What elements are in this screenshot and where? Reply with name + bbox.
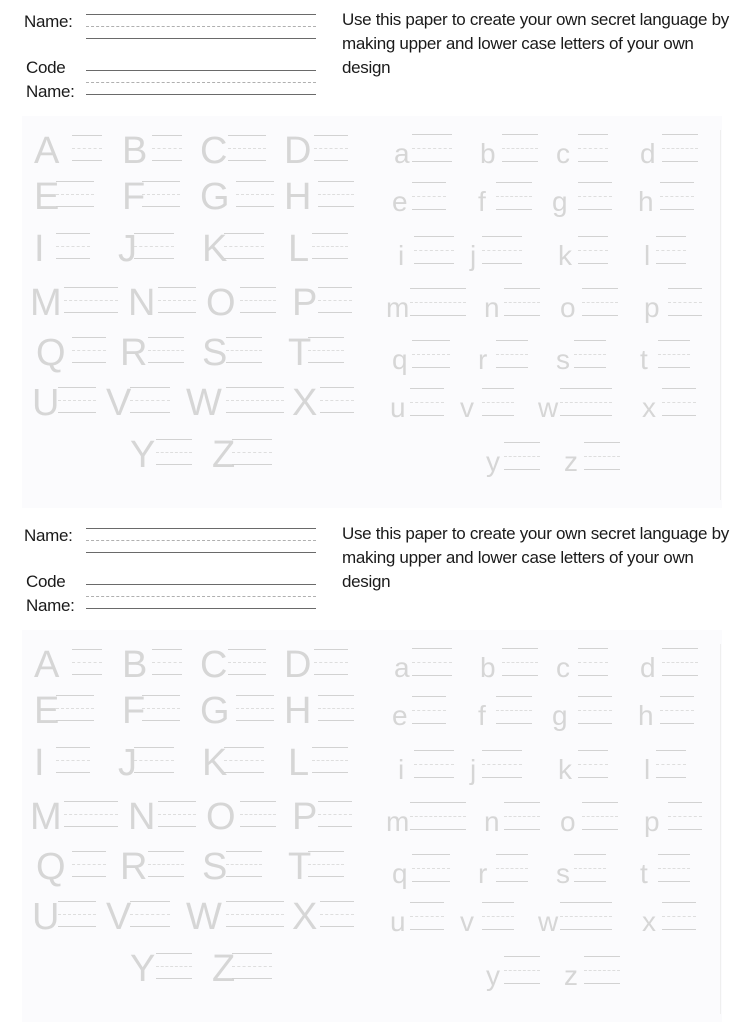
lowercase-tracing-lines[interactable]	[496, 696, 532, 724]
name-writing-line[interactable]	[86, 584, 316, 585]
lowercase-letter-n: n	[484, 292, 500, 323]
uppercase-letter-r: R	[120, 332, 148, 374]
lowercase-tracing-lines[interactable]	[496, 340, 528, 368]
lowercase-letter-e: e	[392, 186, 408, 217]
uppercase-tracing-lines[interactable]	[224, 747, 264, 773]
uppercase-letter-u: U	[32, 896, 60, 938]
lowercase-letter-i: i	[398, 754, 405, 785]
name-writing-line[interactable]	[86, 94, 316, 95]
uppercase-letter-w: W	[186, 896, 222, 938]
uppercase-tracing-lines[interactable]	[156, 953, 192, 979]
uppercase-tracing-lines[interactable]	[64, 287, 118, 313]
lowercase-tracing-lines[interactable]	[660, 182, 694, 210]
lowercase-tracing-lines[interactable]	[574, 340, 606, 368]
uppercase-tracing-lines[interactable]	[308, 337, 344, 363]
lowercase-tracing-lines[interactable]	[662, 134, 698, 162]
uppercase-letter-y: Y	[130, 948, 156, 990]
lowercase-tracing-lines[interactable]	[578, 134, 608, 162]
lowercase-letter-q: q	[392, 344, 408, 375]
uppercase-tracing-lines[interactable]	[152, 649, 182, 675]
lowercase-tracing-lines[interactable]	[412, 648, 452, 676]
name-writing-line[interactable]	[86, 528, 316, 529]
lowercase-letter-g: g	[552, 700, 568, 731]
lowercase-tracing-lines[interactable]	[578, 750, 608, 778]
uppercase-tracing-lines[interactable]	[134, 233, 174, 259]
lowercase-tracing-lines[interactable]	[482, 750, 522, 778]
code-name-label: Name:	[26, 82, 75, 101]
uppercase-letter-r: R	[120, 846, 148, 888]
uppercase-tracing-lines[interactable]	[56, 747, 90, 773]
lowercase-tracing-lines[interactable]	[410, 802, 466, 830]
uppercase-letter-p: P	[292, 796, 318, 838]
lowercase-letter-q: q	[392, 858, 408, 889]
uppercase-tracing-lines[interactable]	[308, 851, 344, 877]
uppercase-tracing-lines[interactable]	[56, 233, 90, 259]
uppercase-tracing-lines[interactable]	[158, 287, 196, 313]
uppercase-letter-h: H	[284, 690, 312, 732]
uppercase-letter-x: X	[292, 896, 318, 938]
code-name-label: Name:	[26, 596, 75, 615]
lowercase-tracing-lines[interactable]	[482, 388, 514, 416]
uppercase-letter-f: F	[122, 176, 146, 218]
lowercase-tracing-lines[interactable]	[658, 340, 690, 368]
name-writing-line[interactable]	[86, 82, 316, 83]
lowercase-letter-l: l	[644, 754, 651, 785]
uppercase-tracing-lines[interactable]	[64, 801, 118, 827]
uppercase-tracing-lines[interactable]	[72, 649, 102, 675]
lowercase-tracing-lines[interactable]	[410, 288, 466, 316]
lowercase-tracing-lines[interactable]	[412, 340, 450, 368]
lowercase-letter-b: b	[480, 138, 496, 169]
uppercase-tracing-lines[interactable]	[226, 337, 262, 363]
lowercase-tracing-lines[interactable]	[578, 648, 608, 676]
lowercase-letter-f: f	[478, 186, 486, 217]
lowercase-letter-o: o	[560, 292, 576, 323]
uppercase-tracing-lines[interactable]	[320, 387, 354, 413]
name-writing-line[interactable]	[86, 608, 316, 609]
lowercase-tracing-lines[interactable]	[584, 956, 620, 984]
uppercase-tracing-lines[interactable]	[56, 695, 94, 721]
lowercase-tracing-lines[interactable]	[662, 388, 696, 416]
name-writing-line[interactable]	[86, 552, 316, 553]
lowercase-tracing-lines[interactable]	[502, 134, 538, 162]
lowercase-letter-k: k	[558, 754, 572, 785]
uppercase-letter-i: I	[34, 742, 45, 784]
uppercase-tracing-lines[interactable]	[314, 649, 348, 675]
uppercase-tracing-lines[interactable]	[226, 901, 284, 927]
lowercase-letter-j: j	[470, 754, 477, 785]
uppercase-tracing-lines[interactable]	[152, 135, 182, 161]
uppercase-letter-k: K	[202, 742, 228, 784]
name-writing-line[interactable]	[86, 540, 316, 541]
lowercase-letter-s: s	[556, 858, 570, 889]
lowercase-tracing-lines[interactable]	[582, 288, 618, 316]
uppercase-letter-u: U	[32, 382, 60, 424]
lowercase-letter-d: d	[640, 652, 656, 683]
lowercase-letter-r: r	[478, 344, 488, 375]
lowercase-letter-v: v	[460, 392, 474, 423]
uppercase-tracing-lines[interactable]	[320, 901, 354, 927]
lowercase-tracing-lines[interactable]	[482, 236, 522, 264]
lowercase-tracing-lines[interactable]	[412, 696, 446, 724]
uppercase-tracing-lines[interactable]	[58, 901, 96, 927]
lowercase-letter-b: b	[480, 652, 496, 683]
uppercase-tracing-lines[interactable]	[226, 387, 284, 413]
lowercase-tracing-lines[interactable]	[578, 696, 612, 724]
lowercase-tracing-lines[interactable]	[412, 134, 452, 162]
uppercase-tracing-lines[interactable]	[224, 233, 264, 259]
uppercase-tracing-lines[interactable]	[240, 287, 276, 313]
uppercase-tracing-lines[interactable]	[312, 233, 348, 259]
uppercase-tracing-lines[interactable]	[236, 181, 274, 207]
uppercase-tracing-lines[interactable]	[130, 901, 170, 927]
lowercase-letter-r: r	[478, 858, 488, 889]
uppercase-tracing-lines[interactable]	[226, 851, 262, 877]
uppercase-letter-e: E	[34, 176, 60, 218]
uppercase-tracing-lines[interactable]	[232, 953, 272, 979]
lowercase-letter-p: p	[644, 806, 660, 837]
lowercase-tracing-lines[interactable]	[482, 902, 514, 930]
uppercase-letter-o: O	[206, 282, 236, 324]
lowercase-letter-c: c	[556, 652, 570, 683]
lowercase-tracing-lines[interactable]	[658, 854, 690, 882]
uppercase-letter-b: B	[122, 130, 148, 172]
uppercase-letter-f: F	[122, 690, 146, 732]
uppercase-tracing-lines[interactable]	[142, 695, 180, 721]
name-writing-line[interactable]	[86, 70, 316, 71]
uppercase-tracing-lines[interactable]	[158, 801, 196, 827]
lowercase-letter-z: z	[564, 960, 578, 991]
lowercase-letter-u: u	[390, 906, 406, 937]
uppercase-tracing-lines[interactable]	[318, 695, 354, 721]
uppercase-tracing-lines[interactable]	[134, 747, 174, 773]
lowercase-letter-o: o	[560, 806, 576, 837]
uppercase-tracing-lines[interactable]	[240, 801, 276, 827]
name-writing-line[interactable]	[86, 14, 316, 15]
uppercase-letter-s: S	[202, 332, 228, 374]
lowercase-letter-k: k	[558, 240, 572, 271]
lowercase-tracing-lines[interactable]	[584, 442, 620, 470]
lowercase-letter-l: l	[644, 240, 651, 271]
lowercase-letter-i: i	[398, 240, 405, 271]
lowercase-tracing-lines[interactable]	[656, 750, 686, 778]
uppercase-tracing-lines[interactable]	[72, 135, 102, 161]
lowercase-tracing-lines[interactable]	[656, 236, 686, 264]
divider	[720, 644, 721, 1014]
lowercase-letter-p: p	[644, 292, 660, 323]
code-label: Code	[26, 58, 66, 77]
uppercase-letter-n: N	[128, 282, 156, 324]
lowercase-letter-h: h	[638, 700, 654, 731]
uppercase-tracing-lines[interactable]	[56, 181, 94, 207]
lowercase-tracing-lines[interactable]	[412, 854, 450, 882]
uppercase-letter-e: E	[34, 690, 60, 732]
lowercase-tracing-lines[interactable]	[410, 902, 444, 930]
lowercase-letter-a: a	[394, 652, 410, 683]
uppercase-tracing-lines[interactable]	[58, 387, 96, 413]
lowercase-tracing-lines[interactable]	[578, 182, 612, 210]
uppercase-letter-j: J	[118, 228, 137, 270]
lowercase-tracing-lines[interactable]	[504, 288, 540, 316]
uppercase-letter-v: V	[106, 896, 132, 938]
lowercase-tracing-lines[interactable]	[496, 182, 532, 210]
uppercase-tracing-lines[interactable]	[156, 439, 192, 465]
lowercase-letter-h: h	[638, 186, 654, 217]
lowercase-tracing-lines[interactable]	[668, 288, 702, 316]
uppercase-tracing-lines[interactable]	[228, 135, 266, 161]
uppercase-letter-t: T	[288, 846, 312, 888]
uppercase-tracing-lines[interactable]	[312, 747, 348, 773]
uppercase-tracing-lines[interactable]	[236, 695, 274, 721]
uppercase-letter-c: C	[200, 130, 228, 172]
instructions-text: Use this paper to create your own secret language by making upper and lower case letters of your own design	[342, 10, 729, 77]
uppercase-letter-z: Z	[212, 434, 236, 476]
uppercase-letter-w: W	[186, 382, 222, 424]
name-writing-line[interactable]	[86, 38, 316, 39]
uppercase-letter-a: A	[34, 644, 60, 686]
uppercase-tracing-lines[interactable]	[148, 851, 184, 877]
lowercase-tracing-lines[interactable]	[662, 648, 698, 676]
uppercase-tracing-lines[interactable]	[318, 287, 352, 313]
uppercase-tracing-lines[interactable]	[72, 851, 106, 877]
uppercase-letter-d: D	[284, 130, 312, 172]
lowercase-tracing-lines[interactable]	[662, 902, 696, 930]
lowercase-letter-n: n	[484, 806, 500, 837]
lowercase-tracing-lines[interactable]	[668, 802, 702, 830]
uppercase-letter-p: P	[292, 282, 318, 324]
lowercase-letter-e: e	[392, 700, 408, 731]
lowercase-tracing-lines[interactable]	[574, 854, 606, 882]
lowercase-letter-t: t	[640, 858, 648, 889]
uppercase-letter-j: J	[118, 742, 137, 784]
lowercase-tracing-lines[interactable]	[410, 388, 444, 416]
lowercase-letter-x: x	[642, 392, 656, 423]
uppercase-tracing-lines[interactable]	[228, 649, 266, 675]
uppercase-letter-n: N	[128, 796, 156, 838]
lowercase-letter-z: z	[564, 446, 578, 477]
lowercase-letter-w: w	[538, 392, 559, 423]
uppercase-letter-k: K	[202, 228, 228, 270]
uppercase-letter-h: H	[284, 176, 312, 218]
lowercase-tracing-lines[interactable]	[560, 388, 612, 416]
code-label: Code	[26, 572, 66, 591]
lowercase-tracing-lines[interactable]	[560, 902, 612, 930]
lowercase-letter-x: x	[642, 906, 656, 937]
lowercase-letter-u: u	[390, 392, 406, 423]
lowercase-tracing-lines[interactable]	[504, 802, 540, 830]
lowercase-letter-y: y	[486, 446, 500, 477]
uppercase-letter-s: S	[202, 846, 228, 888]
uppercase-letter-o: O	[206, 796, 236, 838]
lowercase-tracing-lines[interactable]	[504, 956, 540, 984]
lowercase-tracing-lines[interactable]	[496, 854, 528, 882]
lowercase-tracing-lines[interactable]	[578, 236, 608, 264]
lowercase-tracing-lines[interactable]	[412, 182, 446, 210]
lowercase-tracing-lines[interactable]	[504, 442, 540, 470]
lowercase-letter-f: f	[478, 700, 486, 731]
name-writing-line[interactable]	[86, 26, 316, 27]
lowercase-letter-s: s	[556, 344, 570, 375]
uppercase-letter-d: D	[284, 644, 312, 686]
name-label: Name:	[24, 12, 73, 31]
lowercase-letter-d: d	[640, 138, 656, 169]
uppercase-tracing-lines[interactable]	[318, 181, 354, 207]
uppercase-letter-m: M	[30, 282, 62, 324]
name-writing-line[interactable]	[86, 596, 316, 597]
uppercase-letter-b: B	[122, 644, 148, 686]
uppercase-letter-q: Q	[36, 846, 66, 888]
lowercase-letter-y: y	[486, 960, 500, 991]
uppercase-letter-z: Z	[212, 948, 236, 990]
lowercase-tracing-lines[interactable]	[582, 802, 618, 830]
uppercase-tracing-lines[interactable]	[314, 135, 348, 161]
uppercase-letter-v: V	[106, 382, 132, 424]
uppercase-letter-i: I	[34, 228, 45, 270]
uppercase-tracing-lines[interactable]	[318, 801, 352, 827]
lowercase-letter-c: c	[556, 138, 570, 169]
uppercase-letter-m: M	[30, 796, 62, 838]
lowercase-letter-t: t	[640, 344, 648, 375]
uppercase-tracing-lines[interactable]	[142, 181, 180, 207]
uppercase-letter-t: T	[288, 332, 312, 374]
uppercase-letter-l: L	[288, 228, 310, 270]
uppercase-letter-x: X	[292, 382, 318, 424]
uppercase-letter-c: C	[200, 644, 228, 686]
uppercase-letter-q: Q	[36, 332, 66, 374]
lowercase-letter-m: m	[386, 292, 410, 323]
divider	[720, 130, 721, 500]
uppercase-letter-g: G	[200, 176, 230, 218]
lowercase-letter-w: w	[538, 906, 559, 937]
lowercase-tracing-lines[interactable]	[414, 750, 454, 778]
lowercase-tracing-lines[interactable]	[660, 696, 694, 724]
lowercase-tracing-lines[interactable]	[414, 236, 454, 264]
instructions-text: Use this paper to create your own secret language by making upper and lower case letters of your own design	[342, 524, 729, 591]
uppercase-letter-a: A	[34, 130, 60, 172]
uppercase-letter-g: G	[200, 690, 230, 732]
lowercase-tracing-lines[interactable]	[502, 648, 538, 676]
uppercase-tracing-lines[interactable]	[148, 337, 184, 363]
name-label: Name:	[24, 526, 73, 545]
lowercase-letter-m: m	[386, 806, 410, 837]
lowercase-letter-a: a	[394, 138, 410, 169]
uppercase-letter-y: Y	[130, 434, 156, 476]
lowercase-letter-j: j	[470, 240, 477, 271]
uppercase-tracing-lines[interactable]	[232, 439, 272, 465]
uppercase-letter-l: L	[288, 742, 310, 784]
worksheet-bottom	[0, 514, 745, 1028]
lowercase-letter-v: v	[460, 906, 474, 937]
uppercase-tracing-lines[interactable]	[72, 337, 106, 363]
uppercase-tracing-lines[interactable]	[130, 387, 170, 413]
lowercase-letter-g: g	[552, 186, 568, 217]
